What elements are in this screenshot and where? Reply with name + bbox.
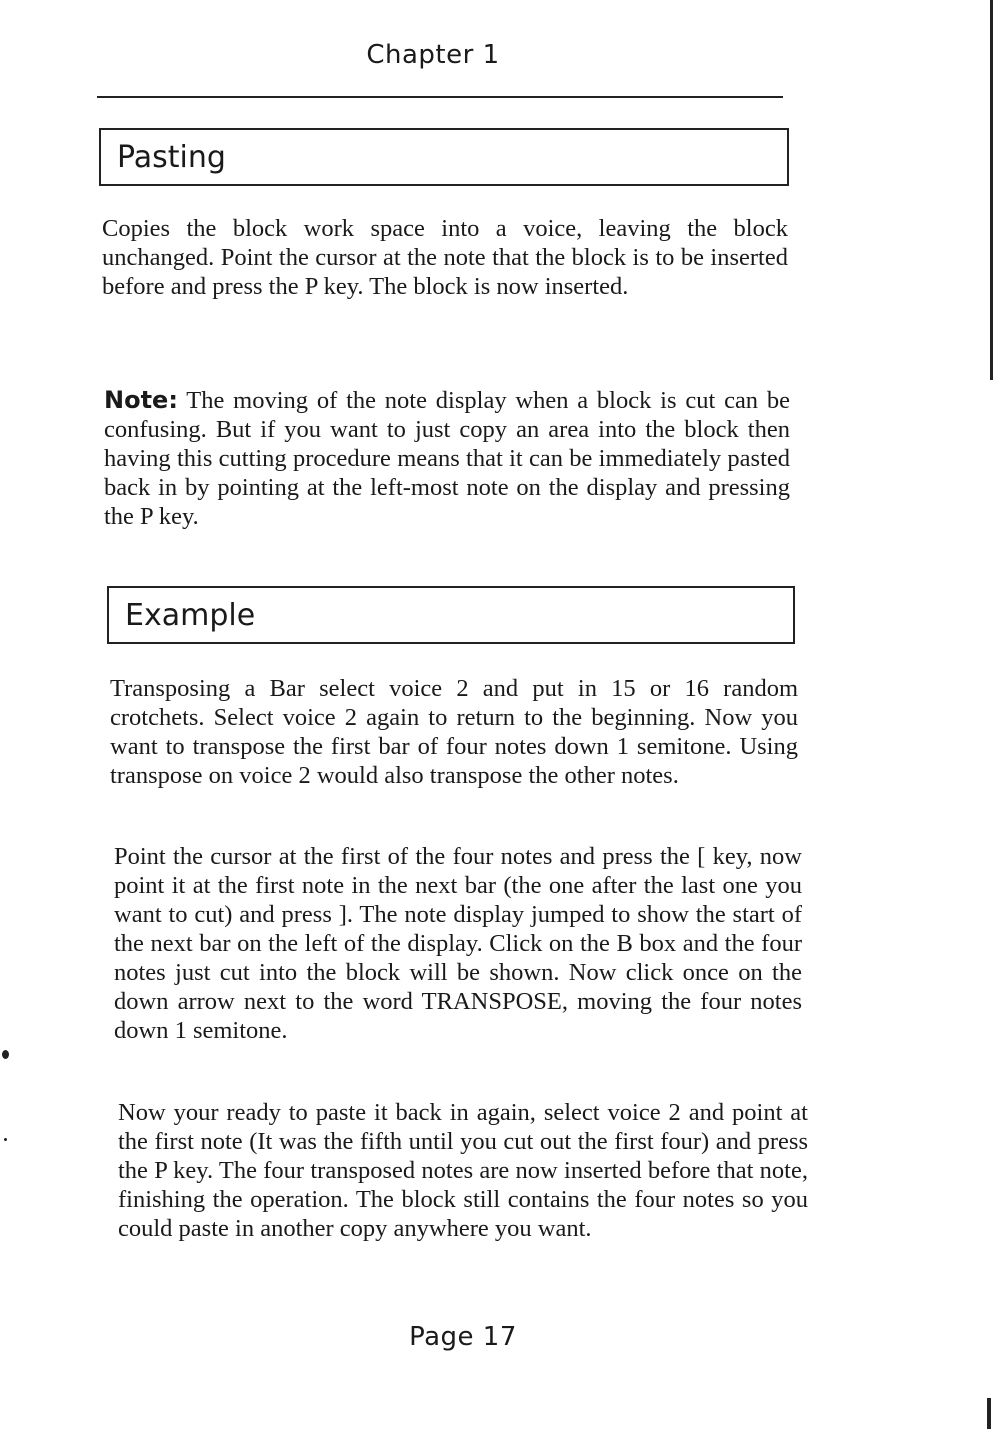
section-title-example-text: Example	[125, 597, 256, 633]
note-body: The moving of the note display when a block is cut can be confusing. But if you want to just copy an area into the block then having this cutting procedure means that it can be immediately pasted back in by pointing at the left-most note on the display and pressing the P key.	[104, 387, 790, 530]
section-title-pasting-text: Pasting	[117, 139, 226, 175]
scan-speck	[4, 1138, 7, 1141]
example-paragraph-3: Now your ready to paste it back in again, select voice 2 and point at the first note (It was the fifth until you cut out the first four) and press the P key. The four transposed notes are now inserted before that note, finishing the operation. The block still contains the four notes so you could paste in another copy anywhere you want.	[118, 1099, 808, 1242]
page-number: Page 17	[409, 1322, 517, 1352]
section-title-example	[107, 586, 795, 644]
scan-edge-mark-bottom	[987, 1398, 991, 1429]
pasting-paragraph: Copies the block work space into a voice, leaving the block unchanged. Point the cursor at the note that the block is to be inserted before and press the P key. The block is now inserted.	[102, 215, 788, 300]
header-rule	[97, 96, 783, 98]
note-label: Note:	[104, 386, 178, 414]
chapter-heading: Chapter 1	[366, 40, 500, 70]
section-title-pasting	[99, 128, 789, 186]
example-paragraph-1: Transposing a Bar select voice 2 and put in 15 or 16 random crotchets. Select voice 2 again to return to the beginning. Now you want to transpose the first bar of four notes down 1 semitone. Using transpose on voice 2 would also transpose the other notes.	[110, 675, 798, 789]
scan-edge-mark-top	[990, 0, 993, 380]
note-paragraph	[104, 386, 790, 531]
example-paragraph-2: Point the cursor at the first of the four notes and press the [ key, now point it at the first note in the next bar (the one after the last one you want to cut) and press ]. The note display jumped to show the start of the next bar on the left of the display. Click on the B box and the four notes just cut into the block will be shown. Now click once on the down arrow next to the word TRANSPOSE, moving the four notes down 1 semitone.	[114, 843, 802, 1044]
scan-speck	[2, 1050, 9, 1059]
